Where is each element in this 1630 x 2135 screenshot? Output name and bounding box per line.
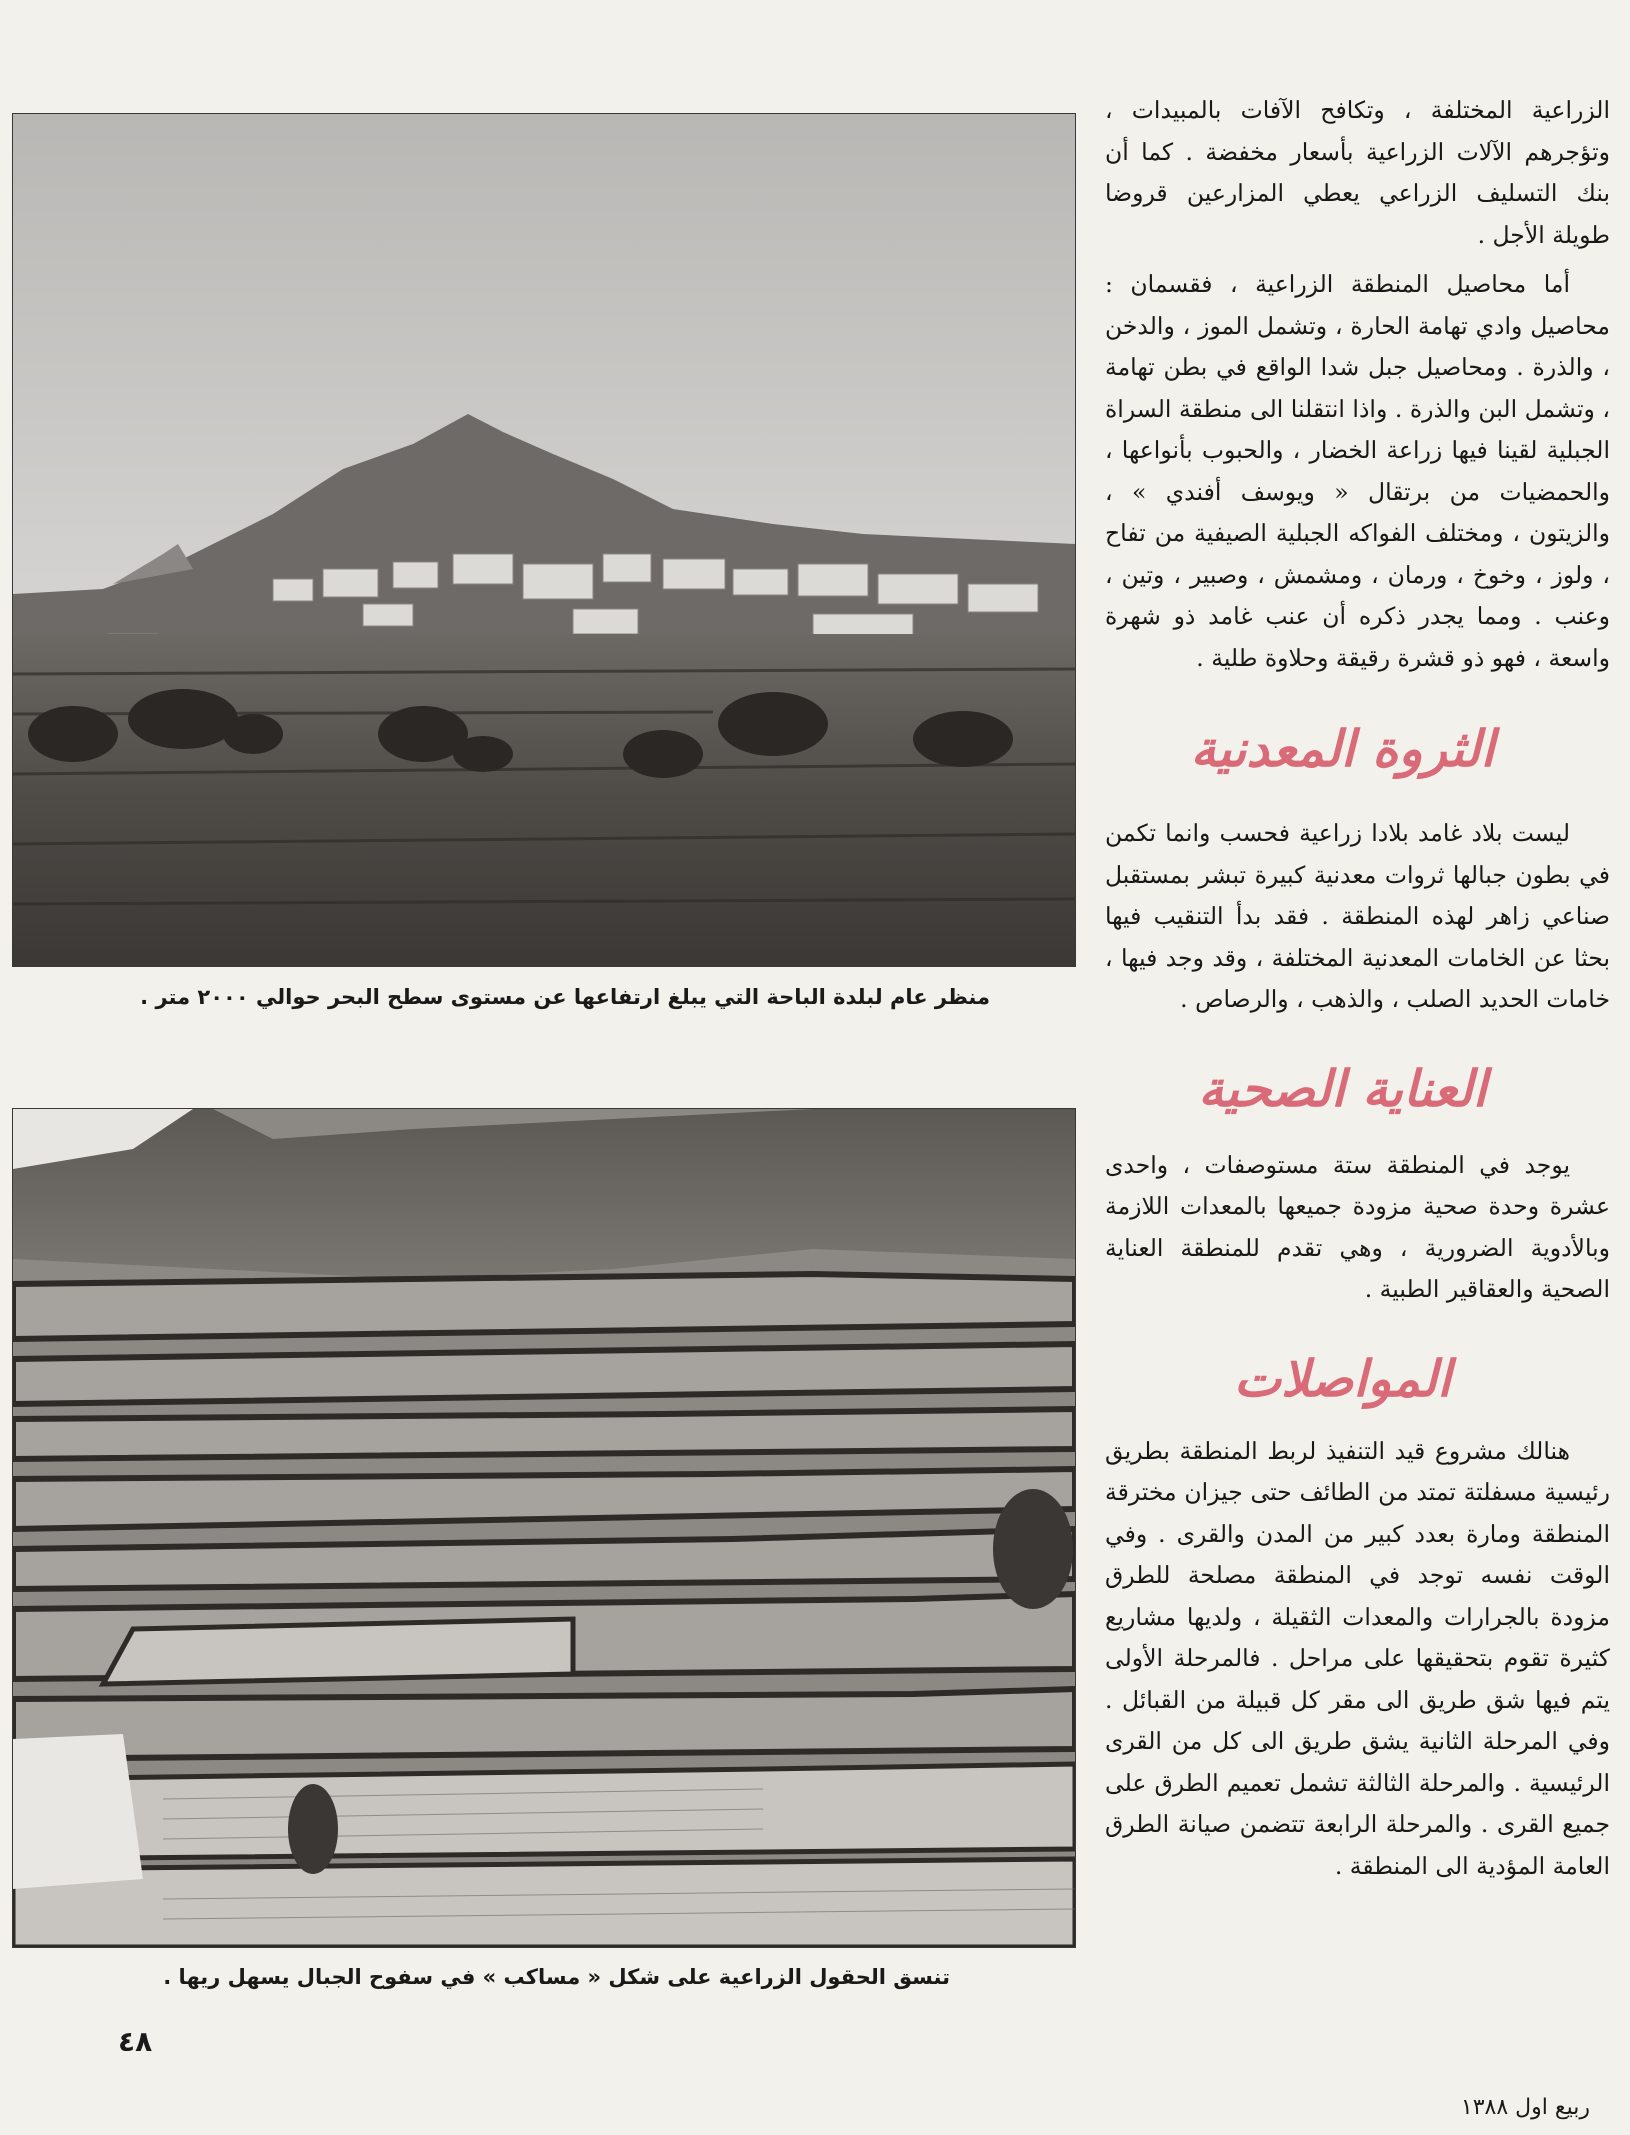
photo-albaha-town xyxy=(12,113,1076,967)
article-column xyxy=(1105,90,1610,1887)
photo-caption-top: منظر عام لبلدة الباحة التي يبلغ ارتفاعها عن مستوى سطح البحر حوالي ٢٠٠٠ متر . xyxy=(140,985,990,1009)
section-heading-minerals: الثروة المعدنية xyxy=(1190,719,1495,778)
photo-terraced-fields xyxy=(12,1108,1076,1948)
intro-paragraph-2: أما محاصيل المنطقة الزراعية ، فقسمان : محاصيل وادي تهامة الحارة ، وتشمل الموز ، والدخن ، والذرة . ومحاصيل جبل شدا الواقع في بطن تهامة ، وتشمل البن والذرة . واذا انتقلنا الى منطقة السراة الجبلية لقينا فيها زراعة الخضار ، والحبوب بأنواعها ، والحمضيات من برتقال « ويوسف أفندي » ، والزيتون ، ومختلف الفواكه الجبلية الصيفية من تفاح ، ولوز ، وخوخ ، ورمان ، ومشمش ، وصبير ، وتين ، وعنب . ومما يجدر ذكره أن عنب غامد ذو شهرة واسعة ، فهو ذو قشرة رقيقة وحلاوة طلية . xyxy=(1105,270,1610,672)
intro-paragraph-1: الزراعية المختلفة ، وتكافح الآفات بالمبيدات ، وتؤجرهم الآلات الزراعية بأسعار مخفضة . كما أن بنك التسليف الزراعي يعطي المزارعين قروضا طويلة الأجل . xyxy=(1105,96,1610,249)
photo-caption-bottom: تنسق الحقول الزراعية على شكل « مساكب » في سفوح الجبال يسهل ريها . xyxy=(163,1965,950,1989)
issue-date: ربيع اول ١٣٨٨ xyxy=(1460,2095,1590,2120)
section-heading-transport: المواصلات xyxy=(1233,1348,1452,1408)
health-paragraph: يوجد في المنطقة ستة مستوصفات ، واحدى عشرة وحدة صحية مزودة جميعها بالمعدات اللازمة وبالأدوية الضرورية ، وهي تقدم للمنطقة العناية الصحية والعقاقير الطبية . xyxy=(1105,1150,1610,1303)
page-number: ٤٨ xyxy=(118,2025,153,2058)
minerals-paragraph: ليست بلاد غامد بلادا زراعية فحسب وانما تكمن في بطون جبالها ثروات معدنية كبيرة تبشر بمستقبل صناعي زاهر لهذه المنطقة . فقد بدأ التنقيب فيها بحثا عن الخامات المعدنية المختلفة ، وقد وجد فيها ، خامات الحديد الصلب ، والذهب ، والرصاص . xyxy=(1105,819,1610,1013)
section-heading-health: العناية الصحية xyxy=(1198,1058,1487,1118)
transport-paragraph: هنالك مشروع قيد التنفيذ لربط المنطقة بطريق رئيسية مسفلتة تمتد من الطائف حتى جيزان مخترقة المنطقة ومارة بعدد كبير من المدن والقرى . وفي الوقت نفسه توجد في المنطقة مصلحة للطرق مزودة بالجرارات والمعدات الثقيلة ، ولديها مشاريع كثيرة تقوم بتحقيقها على مراحل . فالمرحلة الأولى يتم فيها شق طريق الى مقر كل قبيلة من القبائل . وفي المرحلة الثانية يشق طريق الى كل من القرى الرئيسية . والمرحلة الثالثة تشمل تعميم الطرق على جميع القرى . والمرحلة الرابعة تتضمن صيانة الطرق العامة المؤدية الى المنطقة . xyxy=(1105,1436,1610,1880)
